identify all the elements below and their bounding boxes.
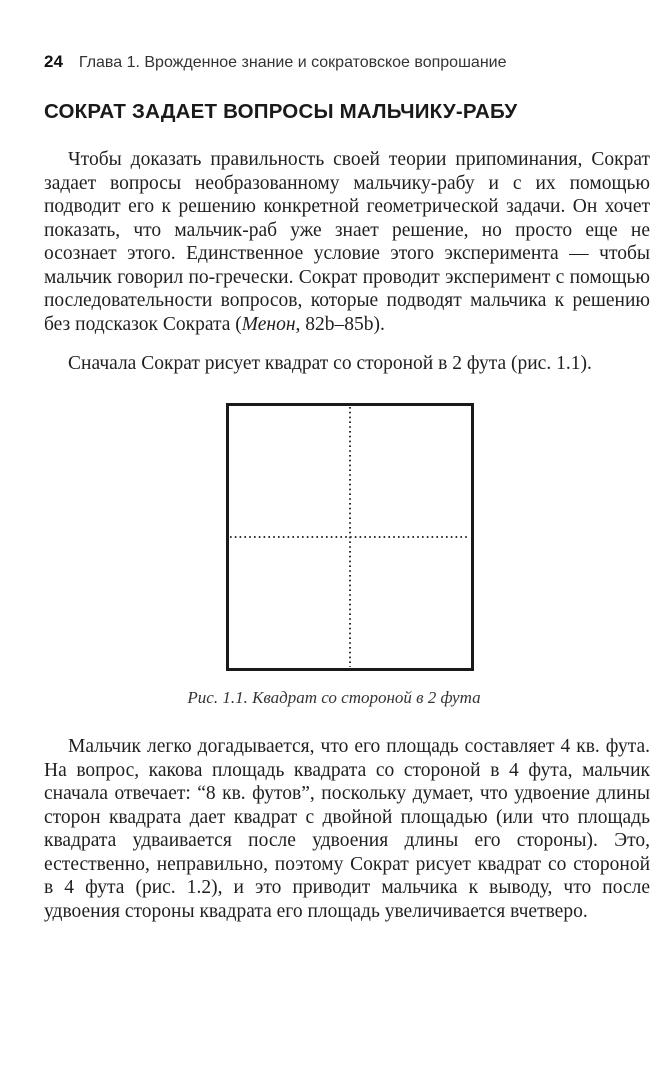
paragraph-drawing: Сначала Сократ рисует квадрат со стороной в 2 фута (рис. 1.1). bbox=[68, 353, 592, 374]
paragraph-intro bbox=[44, 148, 650, 336]
figure-square bbox=[226, 403, 474, 671]
square-diagram bbox=[226, 403, 474, 671]
section-title: СОКРАТ ЗАДАЕТ ВОПРОСЫ МАЛЬЧИКУ-РАБУ bbox=[44, 100, 518, 123]
chapter-title: Глава 1. Врожденное знание и сократовское вопрошание bbox=[78, 54, 507, 71]
paragraph-intro-text: Чтобы доказать правильность своей теории припоминания, Сократ задает вопросы необразованному мальчику-рабу и с их помощью подводит его к решению конкретной геометрической задачи. Он хочет показать, что мальчик-раб уже знает решение, но просто еще не осознает этого. Единственное условие этого эксперимента — чтобы мальчик говорил по-гречески. Сократ проводит эксперимент с помощью последовательности вопросов, которые подводят мальчика к решению без подсказок Сократа ( bbox=[44, 149, 650, 335]
paragraph-area: Мальчик легко догадывается, что его площадь составляет 4 кв. фута. На вопрос, какова площадь квадрата со стороной в 4 фута, мальчик сначала отвечает: “8 кв. футов”, поскольку думает, что удвоение длины сторон квадрата дает квадрат с двойной площадью (или что площадь квадрата удваивается после удвоения длины его стороны). Это, естественно, неправильно, поэтому Сократ рисует квадрат со стороной в 4 фута (рис. 1.2), и это приводит мальчика к выводу, что после удвоения стороны квадрата его площадь увеличивается вчетверо. bbox=[44, 736, 650, 922]
figure-caption: Рис. 1.1. Квадрат со стороной в 2 фута bbox=[187, 688, 481, 707]
running-header bbox=[44, 52, 506, 72]
page-number: 24 bbox=[44, 52, 63, 71]
citation-title: Менон bbox=[241, 313, 296, 335]
citation-reference: , 82b–85b). bbox=[295, 313, 385, 335]
